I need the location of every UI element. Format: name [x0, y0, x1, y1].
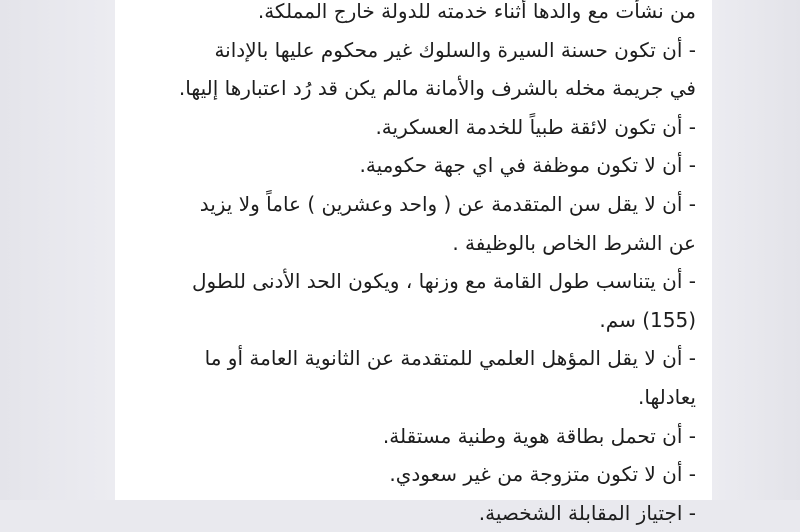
document-body: [121, 0, 696, 532]
document-line: - أن يتناسب طول القامة مع وزنها ، ويكون الحد الأدنى للطول: [191, 269, 696, 294]
document-line: - أن تحمل بطاقة هوية وطنية مستقلة.: [382, 423, 696, 448]
document-line: - أن تكون حسنة السيرة والسلوك غير محكوم عليها بالإدانة: [214, 37, 696, 62]
document-line: (155) سم.: [599, 307, 696, 332]
document-line: - أن تكون لائقة طبياً للخدمة العسكرية.: [375, 114, 696, 139]
right-margin: [712, 0, 800, 500]
document-line: - اجتياز المقابلة الشخصية.: [478, 500, 696, 525]
document-page: [115, 0, 712, 525]
document-line: - أن لا تكون متزوجة من غير سعودي.: [389, 462, 696, 487]
document-line: - أن لا تكون موظفة في اي جهة حكومية.: [359, 153, 696, 178]
document-line: - أن لا يقل سن المتقدمة عن ( واحد وعشرين ) عاماً ولا يزيد: [199, 191, 696, 216]
document-line: - أن لا يقل المؤهل العلمي للمتقدمة عن الثانوية العامة أو ما: [204, 346, 696, 371]
document-line: عن الشرط الخاص بالوظيفة .: [452, 230, 696, 255]
document-line: من نشأت مع والدها أثناء خدمته للدولة خارج المملكة.: [257, 0, 696, 23]
document-line: يعادلها.: [638, 384, 696, 409]
left-margin: [0, 0, 115, 500]
document-line: في جريمة مخله بالشرف والأمانة مالم يكن قد رُد اعتبارها إليها.: [178, 76, 696, 101]
